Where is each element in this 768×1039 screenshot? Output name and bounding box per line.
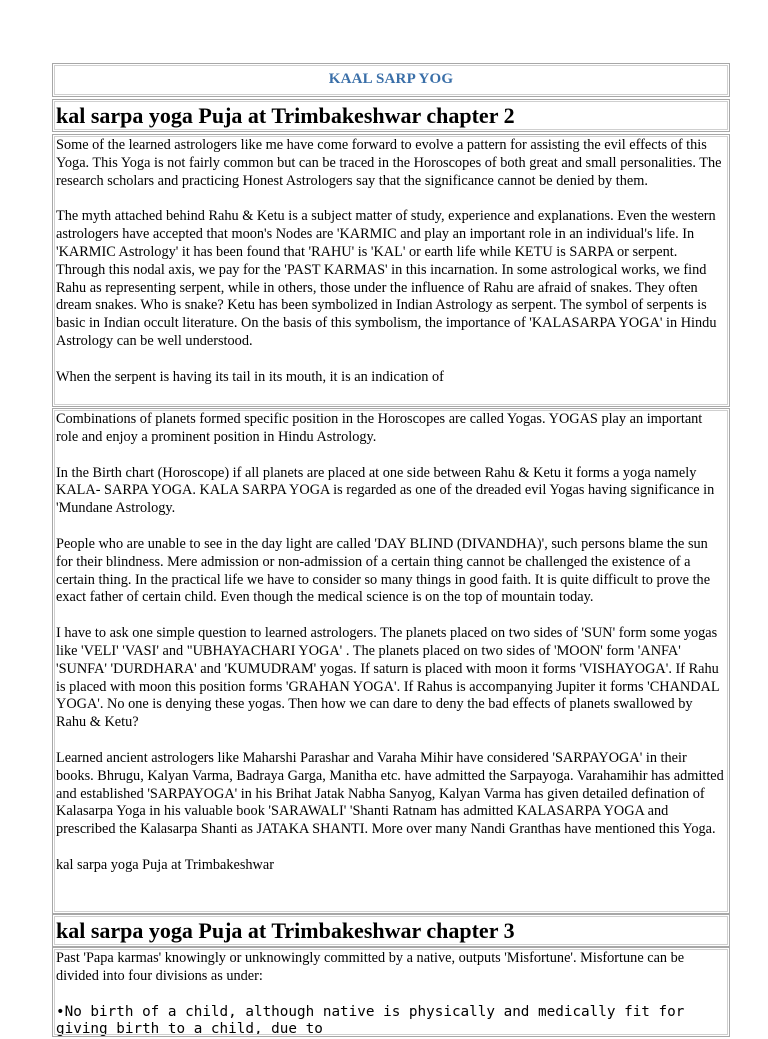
chapter-2-text-box (52, 134, 730, 407)
site-title: KAAL SARP YOG (328, 71, 454, 87)
chapter-3-heading-box (52, 914, 730, 947)
bullet-item: •No birth of a child, although native is physically and medically fit for giving birth to a child, due to (56, 1003, 685, 1038)
paragraph: kal sarpa yoga Puja at Trimbakeshwar (56, 856, 274, 873)
paragraph: Combinations of planets formed specific position in the Horoscopes are called Yogas. YOGAS play an important role and enjoy a prominent position in Hindu Astrology. (56, 411, 703, 445)
paragraph: The myth attached behind Rahu & Ketu is a subject matter of study, experience and explanations. Even the western astrologers have accepted that moon's Nodes are 'KARMIC and play an important role in an individual's life. In 'KARMIC Astrology' it has been found that 'RAHU' is 'KAL' or earth life while KETU is SARPA or serpent. Through this nodal axis, we pay for the 'PAST KARMAS' in this incarnation. In some astrological works, we find Rahu as representing serpent, while in others, those under the influence of Rahu are afraid of snakes. They often dream snakes. Who is snake? Ketu has been symbolized in Indian Astrology as serpent. The symbol of serpents is basic in Indian occult literature. On the basis of this symbolism, the importance of 'KALASARPA YOGA' in Hindu Astrology can be well understood. (56, 208, 717, 349)
paragraph: People who are unable to see in the day light are called 'DAY BLIND (DIVANDHA)', such persons blame the sun for their blindness. Mere admission or non-admission of a certain thing cannot be challenged the existence of a certain thing. In the practical life we have to consider so many things in good faith. It is quite difficult to prove the exact father of certain child. Even though the medical science is on the top of mountain today. (56, 535, 711, 606)
paragraph: In the Birth chart (Horoscope) if all planets are placed at one side between Rahu & Ketu it forms a yoga namely KALA- SARPA YOGA. KALA SARPA YOGA is regarded as one of the dreaded evil Yogas having significance in 'Mundane Astrology. (56, 464, 715, 517)
chapter-3-text-box (52, 947, 730, 1037)
paragraph: Learned ancient astrologers like Maharshi Parashar and Varaha Mihir have considered 'SARPAYOGA' in their books. Bhrugu, Kalyan Varma, Badraya Garga, Manitha etc. have admitted the Sarpayoga. Varahamihir has admitted and established 'SARPAYOGA' in his Brihat Jatak Nabha Sanyog, Kalyan Varma has given detailed defination of Kalasarpa Yoga in his valuable book 'SARAWALI' 'Shanti Ratnam has admitted KALASARPA YOGA and prescribed the Kalasarpa Shanti as JATAKA SHANTI. More over many Nandi Granthas have mentioned this Yoga. (56, 749, 724, 838)
chapter-2-continued-text-box (52, 408, 730, 914)
chapter-2-heading: kal sarpa yoga Puja at Trimbakeshwar chapter 2 (56, 103, 515, 128)
paragraph: Some of the learned astrologers like me have come forward to evolve a pattern for assisting the evil effects of this Yoga. This Yoga is not fairly common but can be traced in the Horoscopes of both great and small personalities. The research scholars and practicing Honest Astrologers say that the significance cannot be denied by them. (56, 137, 722, 189)
chapter-2-heading-box (52, 99, 730, 132)
paragraph: When the serpent is having its tail in its mouth, it is an indication of (56, 368, 444, 385)
site-header (52, 63, 730, 97)
paragraph: I have to ask one simple question to learned astrologers. The planets placed on two sides of 'SUN' form some yogas like 'VELI' 'VASI' and "UBHAYACHARI YOGA' . The planets placed on two sides of 'MOON' form 'ANFA' 'SUNFA' 'DURDHARA' and 'KUMUDRAM' yogas. If saturn is placed with moon it forms 'VISHAYOGA'. If Rahu is placed with moon this position forms 'GRAHAN YOGA'. If Rahus is accompanying Jupiter it forms 'CHANDAL YOGA'. No one is denying these yogas. Then how we can dare to deny the bad effects of planets swallowed by Rahu & Ketu? (56, 625, 720, 731)
paragraph: Past 'Papa karmas' knowingly or unknowingly committed by a native, outputs 'Misfortune'. Misfortune can be divided into four divisions as under: (56, 950, 685, 984)
chapter-3-heading: kal sarpa yoga Puja at Trimbakeshwar chapter 3 (56, 918, 515, 943)
